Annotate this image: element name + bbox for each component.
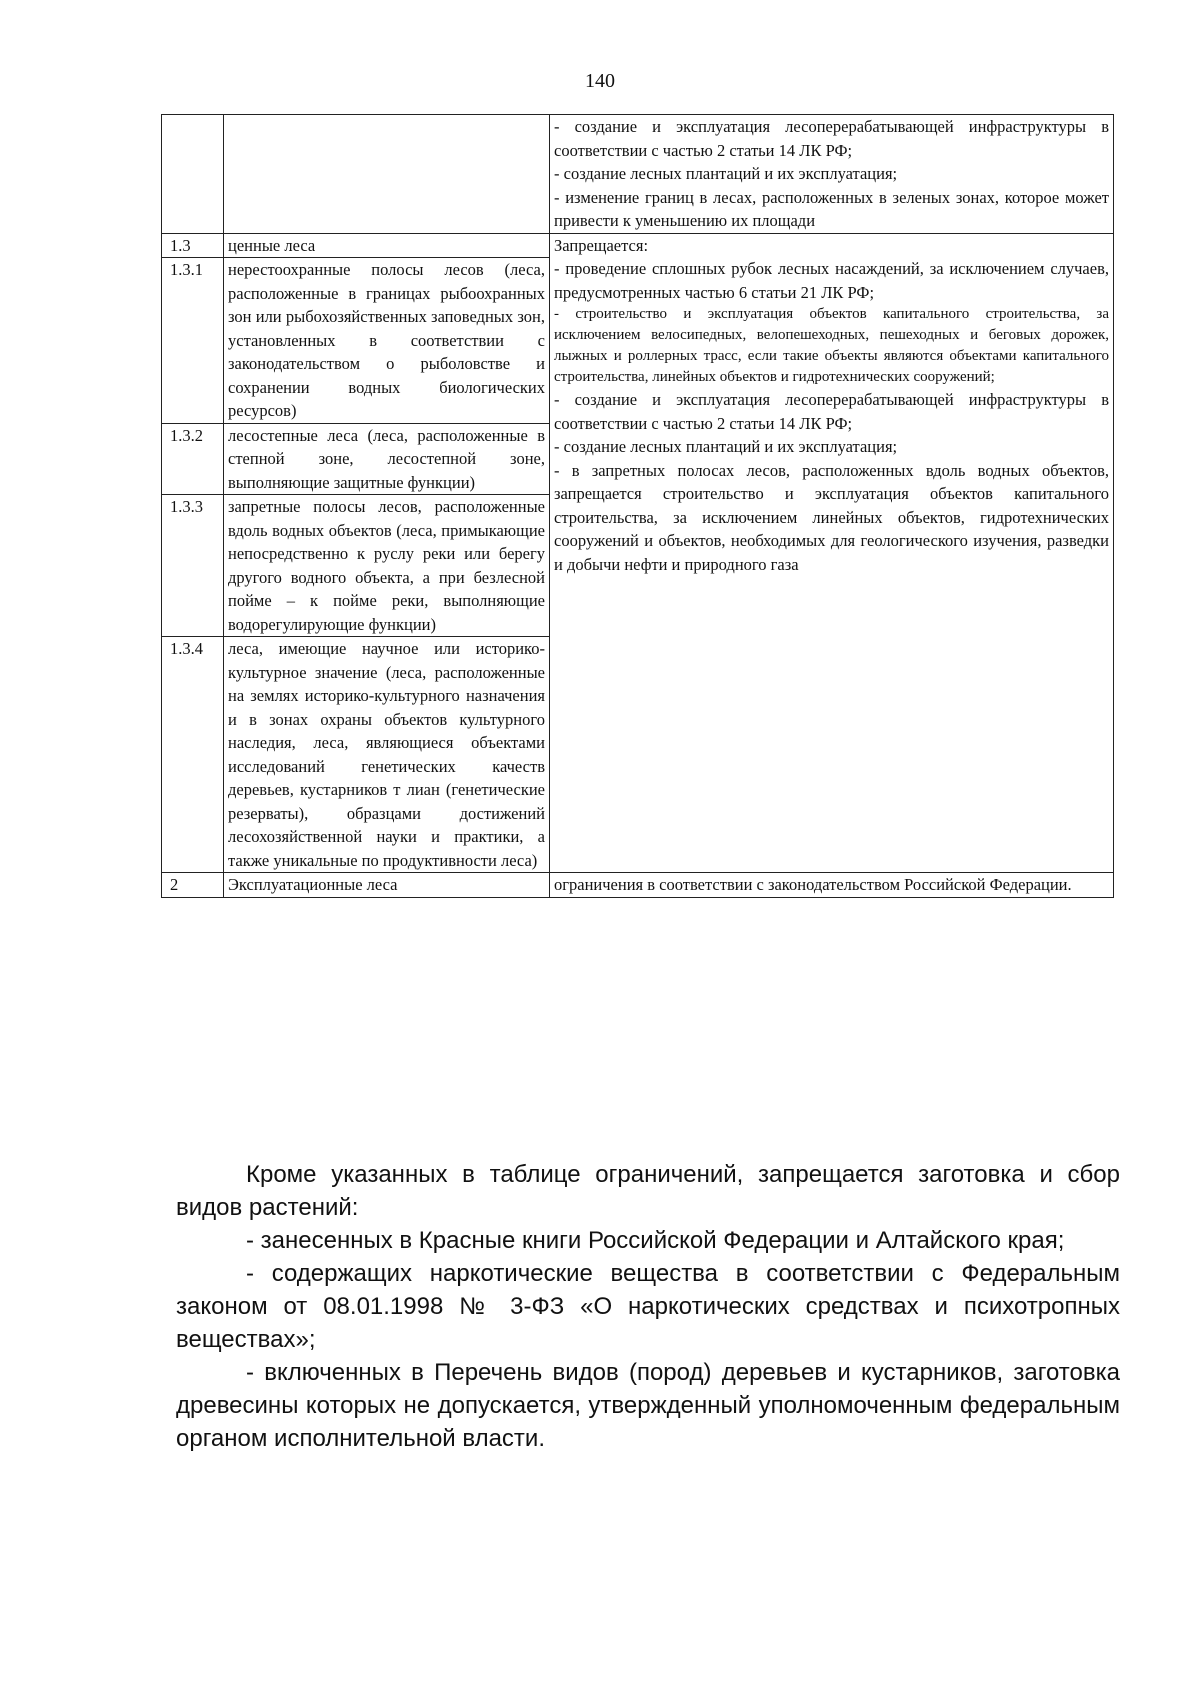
row-name: ценные леса <box>224 233 550 258</box>
list-item: - включенных в Перечень видов (пород) деревьев и кустарников, заготовка древесины которых не допускается, утвержденный уполномоченным федеральным органом исполнительной власти. <box>176 1359 1120 1452</box>
restriction-item: - строительство и эксплуатация объектов капитального строительства, за исключением велосипедных, велопешеходных, пешеходных и беговых дорожек, лыжных и роллерных трасс, если такие объекты являются объектами капитального строительства, линейных объектов и гидротехнических сооружений; <box>554 306 1109 385</box>
row-name: леса, имеющие научное или историко-культурное значение (леса, расположенные на землях историко-культурного назначения и в зонах охраны объектов культурного наследия, леса, являющиеся объектами исследований генетических качеств деревьев, кустарников т лиан (генетические резерваты), образцами достижений лесохозяйственной науки и практики, а также уникальные по продуктивности леса) <box>224 637 550 873</box>
restriction-item: - создание лесных плантаций и их эксплуатация; <box>554 164 898 183</box>
restriction-item: - проведение сплошных рубок лесных насаждений, за исключением случаев, предусмотренных частью 6 статьи 21 ЛК РФ; <box>554 259 1109 302</box>
restriction-item: - изменение границ в лесах, расположенных в зеленых зонах, которое может привести к уменьшению их площади <box>554 187 1109 230</box>
body-text <box>176 1158 1120 1455</box>
row-restrictions: ограничения в соответствии с законодательством Российской Федерации. <box>550 873 1114 898</box>
row-name: лесостепные леса (леса, расположенные в степной зоне, лесостепной зоне, выполняющие защитные функции) <box>224 423 550 495</box>
row-number: 1.3.3 <box>162 495 224 637</box>
page-number: 140 <box>585 70 615 92</box>
restriction-item: - создание и эксплуатация лесоперерабатывающей инфраструктуры в соответствии с частью 2 статьи 14 ЛК РФ; <box>554 117 1109 160</box>
row-name: нерестоохранные полосы лесов (леса, расположенные в границах рыбоохранных зон или рыбохозяйственных заповедных зон, установленных в соответствии с законодательством о рыболовстве и сохранении водных биологических ресурсов) <box>224 258 550 424</box>
valuable-forests-restrictions <box>550 233 1114 873</box>
row-number <box>162 115 224 234</box>
paragraph-intro: Кроме указанных в таблице ограничений, запрещается заготовка и сбор видов растений: <box>176 1161 1120 1221</box>
table-row <box>162 115 1114 234</box>
list-item: - содержащих наркотические вещества в соответствии с Федеральным законом от 08.01.1998 № 3-ФЗ «О наркотических средствах и психотропных веществах»; <box>176 1260 1120 1353</box>
list-item: - занесенных в Красные книги Российской Федерации и Алтайского края; <box>246 1227 1065 1254</box>
row-number: 1.3 <box>162 233 224 258</box>
row-restrictions <box>550 115 1114 234</box>
restriction-item: - создание лесных плантаций и их эксплуатация; <box>554 437 898 456</box>
table-row <box>162 233 1114 258</box>
restriction-item: - создание и эксплуатация лесоперерабатывающей инфраструктуры в соответствии с частью 2 статьи 14 ЛК РФ; <box>554 390 1109 433</box>
row-number: 1.3.2 <box>162 423 224 495</box>
row-number: 1.3.4 <box>162 637 224 873</box>
row-name: Эксплуатационные леса <box>224 873 550 898</box>
table-row <box>162 873 1114 898</box>
row-name: запретные полосы лесов, расположенные вдоль водных объектов (леса, примыкающие непосредственно к руслу реки или берегу другого водного объекта, а при безлесной пойме – к пойме реки, выполняющие водорегулирующие функции) <box>224 495 550 637</box>
row-number: 1.3.1 <box>162 258 224 424</box>
restrictions-heading: Запрещается: <box>554 235 649 255</box>
forest-restrictions-table <box>161 114 1114 898</box>
restriction-item: - в запретных полосах лесов, расположенных вдоль водных объектов, запрещается строительство и эксплуатация объектов капитального строительства, за исключением линейных объектов, гидротехнических сооружений и объектов, необходимых для геологического изучения, разведки и добычи нефти и природного газа <box>554 460 1109 574</box>
row-name <box>224 115 550 234</box>
row-number: 2 <box>162 873 224 898</box>
